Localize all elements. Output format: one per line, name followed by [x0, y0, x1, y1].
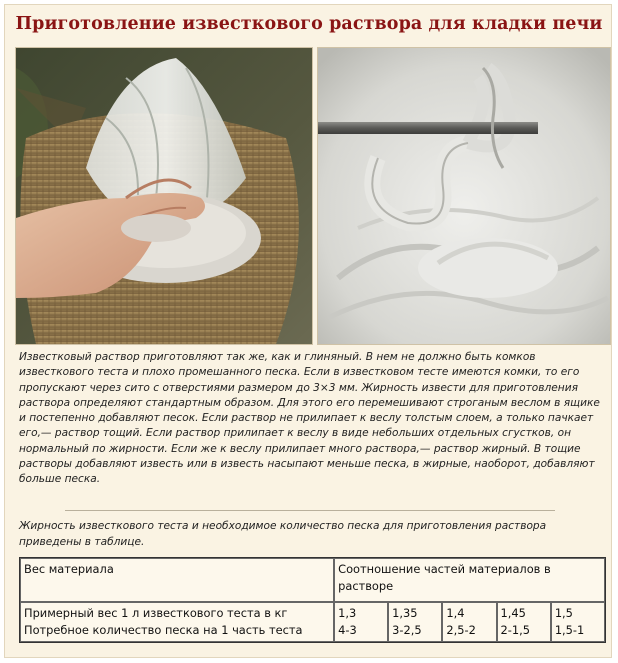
weight-value: 1,4	[446, 606, 465, 620]
table-header-row	[20, 558, 605, 602]
divider	[65, 510, 555, 511]
row-labels-cell	[20, 602, 334, 642]
table-cell	[388, 602, 442, 642]
header-material-weight: Вес материала	[20, 558, 334, 602]
table-cell	[442, 602, 496, 642]
photo-icon	[16, 48, 312, 344]
photo-icon	[318, 48, 610, 344]
sand-value: 4-3	[338, 623, 357, 637]
lime-ratio-table	[19, 557, 606, 643]
weight-value: 1,45	[500, 606, 526, 620]
lime-mixing-photo	[317, 47, 611, 345]
row-label-weight: Примерный вес 1 л известкового теста в кг	[24, 606, 288, 620]
row-label-sand: Потребное количество песка на 1 часть теста	[24, 623, 303, 637]
header-material-ratio: Соотношение частей материалов в растворе	[334, 558, 605, 602]
page-title: Приготовление известкового раствора для кладки печи	[15, 14, 603, 34]
description-paragraph: Известковый раствор приготовляют так же, как и глиняный. В нем не должно быть комков известкового теста и плохо промешанного песка. Если в известковом тесте имеются комки, то его пропускают через сито с отверстиями размером до 3×3 мм. Жирность извести для приготовления раствора определяют стандартным образом. Для этого его перемешивают строганым веслом в ящике и постепенно добавляют песок. Если раствор не прилипает к веслу толстым слоем, а только пачкает его,— раствор тощий. Если раствор прилипает к веслу в виде небольших отдельных сгустков, он нормальный по жирности. Если же к веслу прилипает много раствора,— раствор жирный. В тощие растворы добавляют известь или в известь насыпают меньше песка, в жирные, наоборот, добавляют больше песка.	[19, 351, 600, 486]
table-intro: Жирность известкового теста и необходимое количество песка для приготовления раствора приведены в таблице.	[19, 520, 547, 548]
table-cell	[334, 602, 388, 642]
table-row	[20, 602, 605, 642]
sand-value: 3-2,5	[392, 623, 422, 637]
sand-value: 2,5-2	[446, 623, 476, 637]
weight-value: 1,5	[554, 606, 573, 620]
weight-value: 1,35	[392, 606, 418, 620]
sand-value: 2-1,5	[500, 623, 531, 637]
article-card	[4, 4, 612, 658]
table-cell	[551, 602, 605, 642]
table-cell	[497, 602, 551, 642]
weight-value: 1,3	[338, 606, 357, 620]
lime-sack-photo	[15, 47, 313, 345]
sand-value: 1,5-1	[554, 623, 585, 637]
